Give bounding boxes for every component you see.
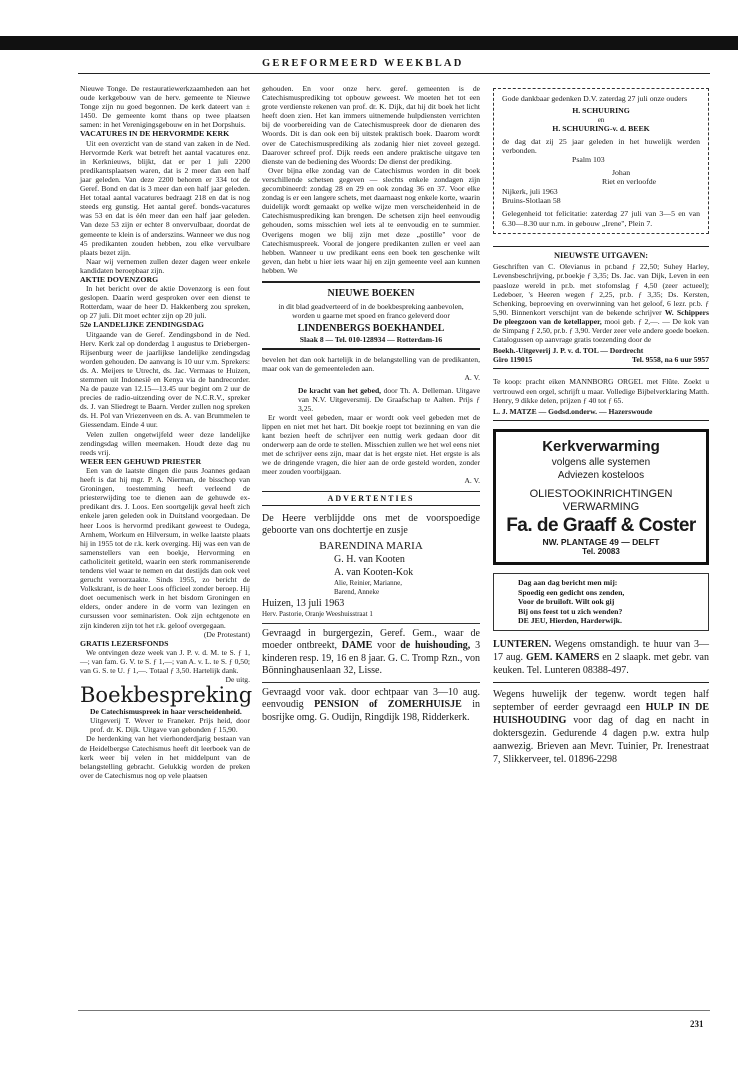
lunteren-bold: LUNTEREN. xyxy=(493,638,552,650)
kv-line-2: Adviezen kosteloos xyxy=(557,469,645,481)
wedding-reception: Gelegenheid tot felicitatie: zaterdag 27 juli van 3—5 en van 6.30—8.30 uur n.m. in gebouw „Irene", Plein 7. xyxy=(502,209,700,228)
review-meta: Uitgeverij T. Wever te Franeker. Prijs heid, door prof. dr. K. Dijk. Uitgave van gebonden ƒ 15,90. xyxy=(90,716,250,735)
wedding-child-2: Riet en verloofde xyxy=(602,177,657,187)
uitgaven-bold: W. Schippers De pleegzoon van de ketellapper, xyxy=(493,307,709,326)
kv-line-1: volgens alle systemen xyxy=(551,456,651,468)
column-1 xyxy=(80,84,253,780)
gedicht-line-1: Dag aan dag bericht men mij: xyxy=(518,577,618,587)
vacatures-paragraph-2: Naar wij vernemen zullen dezer dagen weer enkele kandidaten beroepbaar zijn. xyxy=(80,256,250,275)
ad-nieuwe-boeken xyxy=(262,281,480,350)
ad-pension xyxy=(262,683,480,729)
review-continued-2: Over bijna elke zondag van de Catechismus worden in dit boek verschillende schetsen gegeven — slechts enkele zondagen zijn gecombineerd: zondag 28 en 29 en ook zondag 36 en 37. Voor elke zondag is er een langere schets, met daarnaast nog enkele korte, waarin duidelijk wordt gemaakt op welke wijze men verscheidenheid in de Catechismusprediking kan brengen. De schetsen zijn heel eenvoudig gehouden, soms misschien wel iets al te eenvoudig en te summier. Overigens mogen we blij zijn met deze „postille" voor de Catechismuspreek. Vooral de jongere predikanten zullen er veel aan hebben. Wanneer u uw predikant eens een boek ten geschenke wilt geven, dan hebt u hier iets waar hij en zijn gemeente veel aan kunnen hebben. We xyxy=(262,165,480,275)
lunteren-bold-2: GEM. KAMERS xyxy=(525,651,600,663)
review-sign-2: A. V. xyxy=(464,476,480,486)
lezersfonds-sign: De uitg. xyxy=(225,675,250,685)
uitgaven-title: NIEUWSTE UITGAVEN: xyxy=(553,251,649,261)
zendingsdag-paragraph-1: Uitgaande van de Geref. Zendingsbond in de Ned. Herv. Kerk zal op donderdag 1 augustus te Driebergen-Rijsenburg weer de jaarlijkse landelijke zendingsdag worden gehouden. De aanvang is 10 uur v.m. Sprekers: ds. A. Meijers te Utrecht, ds. Jac. Vermaas te Huizen, stemmen uit Indonesië en Kenya via de bandrecorder. Na de pauze van 12.15—13.45 uur begint om 2 uur de precies de radio-uitzending over de N.C.R.V., spreker ds. J. van Sliedregt te Baarn. Verder zullen nog spreken ds. H. Pol van Vriezenveen en ds. A. van Brummelen te Giessendam. Einde 4 uur. xyxy=(80,329,250,430)
hulp-text-1: Wegens huwelijk der tegenw. wordt tegen half september of eerder gevraagd een xyxy=(493,688,709,713)
wedding-child-1: Johan xyxy=(612,167,631,177)
review-paragraph: De herdenking van het vierhonderdjarig bestaan van de Heidelbergse Catechismus heeft dit leerboek van de kerk weer bij velen in het middelpunt van de belangstelling gebracht. Gelukkig worden de preken over de Catechismus nog op vele plaatsen xyxy=(80,734,250,780)
advertenties-header: ADVERTENTIES xyxy=(262,491,480,506)
kv-line-4: VERWARMING xyxy=(562,500,640,513)
dame-text-2: voor xyxy=(377,640,396,652)
uitgaven-text-1: Geschriften van C. Olevianus in pr.band ƒ 22,50; Suhey Harley, Levensbeschrijving, pr.boekje ƒ 3,35; Ds. Jac. van Dijk, Leven in een paasloze wereld in pr.b. met stofomslag ƒ 4,50 (zeer actueel); Ledeboer, 's Heeren wegen ƒ 2,25, pr.b. ƒ 3,35; Ds. Kersten, Schenking, beproeving en overwinning van het geloof, 6 lezr. pr.b. ƒ 5,90. Binnenkort verschijnt van de bekende schrijver xyxy=(493,262,709,317)
ad-nieuwe-boeken-text: in dit blad geadverteerd of in de boekbespreking aanbevolen, worden u gaarne met spoed en franco geleverd door xyxy=(278,301,464,321)
dame-text-1: Gevraagd in burgergezin, Geref. Gem., waar de moeder ontbreekt, xyxy=(262,627,480,652)
birth-address: Herv. Pastorie, Oranje Weeshuisstraat 1 xyxy=(262,610,373,619)
review-continued-3: bevelen het dan ook hartelijk in de belangstelling van de predikanten, maar ook van de gemeenteleden aan. xyxy=(262,355,480,374)
lunteren-text-2: en 2 slaapk. met gebr. van keuken. Tel. Lunteren 08388-497. xyxy=(493,651,709,676)
ad-bookshop-address: Slaak 8 — Tel. 010-128934 — Rotterdam-16 xyxy=(299,335,443,345)
ad-kerkverwarming xyxy=(493,429,709,565)
ad-wedding-anniversary xyxy=(493,88,709,234)
birth-children-2: Barend, Anneke xyxy=(334,587,380,596)
gedicht-line-4: Bij ons feest tot u zich wenden? xyxy=(518,606,623,616)
heading-lezersfonds: GRATIS LEZERSFONDS xyxy=(80,638,169,648)
hulp-text-2: voor dag of dag en nacht in doktersgezin. Gedurende 4 dagen p.w. extra hulp aanwezig. Brieven aan Mevr. Tuinier, Pr. Irenestraat 7, Slikkerveer, tel. 01896-2298 xyxy=(493,714,709,765)
review-2-paragraph: Er wordt veel gebeden, maar er wordt ook veel gebeden met de lippen en niet met het hart. Dit boekje roept tot bezinning en van die kant bezien heeft de schrijver een nuttig werk gedaan door dit onderwerp aan de orde te stellen. Misschien zullen we het wel eens niet met de schrijver eens zijn, maar dat is het ergste niet. Het ergste is als we de dringende vragen, die hier aan de orde gesteld worden, zonder meer zouden voorbijgaan. xyxy=(262,412,480,477)
footer-rule xyxy=(78,1010,710,1011)
birth-text: De Heere verblijdde ons met de voorspoedige geboorte van ons dochtertje en zusje xyxy=(262,512,480,537)
kv-line-3: OLIESTOOKINRICHTINGEN xyxy=(529,487,673,500)
zendingsdag-paragraph-2: Velen zullen ongetwijfeld weer deze landelijke zendingsdag willen meemaken. Houdt deze dag nu reeds vrij. xyxy=(80,429,250,457)
ad-bookshop-name: LINDENBERGS BOEKHANDEL xyxy=(297,323,445,335)
gedicht-line-5: DE JEU, Hierden, Harderwijk. xyxy=(518,616,622,626)
dovenzorg-paragraph: In het bericht over de aktie Dovenzorg is een fout geslopen. Daarin werd gesproken over een dienst te Rotterdam, waar de heer D. Hakkenberg zou spreken, op 27 juli. Dit moet echter zijn op 20 juli. xyxy=(80,284,250,321)
uitgaven-giro: Giro 119015 xyxy=(493,355,533,365)
dame-text-3: 3 kinderen resp. 19, 16 en 8 jaar. G. C. Tromp Rzn., von Bönninghausenlaan 32, Lisse. xyxy=(262,640,481,677)
column-2 xyxy=(262,84,480,728)
ad-dame-huishouding xyxy=(262,624,480,683)
top-black-bar xyxy=(0,36,738,50)
wedding-name-2: H. SCHUURING-v. d. BEEK xyxy=(552,124,650,134)
uitgaven-text-2: mooi geb. ƒ 2,—. — De kok van de Simpang ƒ 2,50, pr.b. ƒ 3,90. Verder zeer vele andere goede boeken. Catalogussen op aanvrage gratis toezending door de xyxy=(493,316,709,345)
hulp-bold: HULP IN DE HUISHOUDING xyxy=(493,701,710,726)
lezersfonds-paragraph: We ontvingen deze week van J. P. v. d. M. te S. ƒ 1,—; van fam. G. V. te S. ƒ 1,—; van A. v. L. te S. ƒ 0,50; van G. S. te U. ƒ 1,—. Totaal ƒ 3,50. Hartelijk dank. xyxy=(80,647,250,675)
review-2-meta: door Th. A. Delleman. Uitgave van N.V. Uitgeversmij. De Graafschap te Aalten. Prijs ƒ 3,25. xyxy=(298,385,480,413)
review-2-title: De kracht van het gebed, xyxy=(298,385,382,395)
uitgaven-publisher: Boekh.-Uitgeverij J. P. v. d. TOL — Dordrecht xyxy=(493,346,644,356)
kv-company: Fa. de Graaff & Coster xyxy=(506,514,696,536)
gedicht-line-2: Spoedig een gedicht ons zenden, xyxy=(518,587,625,597)
wedding-place: Nijkerk, juli 1963 xyxy=(502,186,558,196)
kv-tel: Tel. 20083 xyxy=(582,546,620,556)
column-3 xyxy=(493,88,709,771)
dame-bold: DAME xyxy=(341,640,373,652)
priester-source: (De Protestant) xyxy=(203,629,250,639)
review-sign-1: A. V. xyxy=(464,373,480,383)
pension-text-1: Gevraagd voor vak. door echtpaar van 3—10 aug. eenvoudig xyxy=(262,686,480,711)
birth-children-1: Alie, Reinier, Marianne, xyxy=(334,579,402,588)
news-nieuwe-tonge: Nieuwe Tonge. De restauratiewerkzaamheden aan het oude kerkgebouw van de herv. gemeente te Nieuwe Tonge zijn nu goed begonnen. De kerk dateert van ± 1450. De gemeente komt thans op twee plaatsen samen: in het Verenigingsgebouw en in het Dorpshuis. xyxy=(80,84,250,130)
birth-name: BARENDINA MARIA xyxy=(319,539,423,552)
wedding-psalm: Psalm 103 xyxy=(572,155,605,165)
review-title: De Catechismuspreek in haar verscheidenheid. xyxy=(90,707,242,717)
vacatures-paragraph-1: Uit een overzicht van de stand van zaken in de Ned. Hervormde Kerk wat betreft het aantal vacatures enz. in Kerknieuws, blijkt, dat er per 1 juli 2200 predikantsplaatsen waren, dat is 2 meer dan een half jaar geleden. Van deze 2200 behoren er 334 tot de Geref. Bond en dat is 3 meer dan een half jaar geleden. Het totaal aantal vacatures bedraagt 218 en dat is nog steeds erg gunstig. Het aantal geref. bonds-vacatures was 53 en dat is één meer dan een half jaar geleden. Van deze 53 zijn er echter 8 onvervulbaar, doordat de gemeente te klein is of anderszins. Wanneer we dus nog 45 predikanten zouden hebben, zou elke vervulbare plaats bezet zijn. xyxy=(80,138,250,257)
wedding-intro: Gode dankbaar gedenken D.V. zaterdag 27 juli onze ouders xyxy=(502,94,688,103)
wedding-and: en xyxy=(597,115,605,124)
heading-priester: WEER EEN GEHUWD PRIESTER xyxy=(80,456,202,466)
heading-vacatures: VACATURES IN DE HERVORMDE KERK xyxy=(80,129,230,139)
kv-title: Kerkverwarming xyxy=(542,437,660,455)
orgel-sign: L. J. MATZE — Godsd.onderw. — Hazerswoude xyxy=(493,406,653,416)
ad-orgel xyxy=(493,373,709,420)
birth-parent-2: A. van Kooten-Kok xyxy=(334,566,414,578)
ad-gedichten xyxy=(493,573,709,631)
ad-lunteren xyxy=(493,633,709,683)
heading-dovenzorg: AKTIE DOVENZORG xyxy=(80,274,159,284)
ad-nieuwste-uitgaven xyxy=(493,246,709,369)
heading-boekbespreking: Boekbespreking xyxy=(80,683,253,708)
heading-zendingsdag: 52e LANDELIJKE ZENDINGSDAG xyxy=(80,320,204,330)
gedicht-line-3: Voor de bruiloft. Wilt ook gij xyxy=(518,597,615,607)
masthead: GEREFORMEERD WEEKBLAD xyxy=(262,58,464,69)
lunteren-text-1: Wegens omstandigh. te huur van 3—17 aug. xyxy=(493,638,709,663)
kv-address: NW. PLANTAGE 49 — DELFT xyxy=(542,536,660,547)
wedding-address: Bruins-Slotlaan 58 xyxy=(502,196,561,206)
ad-nieuwe-boeken-title: NIEUWE BOEKEN xyxy=(327,287,415,299)
review-continued-1: gehouden. En voor onze herv. geref. gemeenten is de Catechismusprediking tot opbouw geweest. We moeten het tot een grote verdienste rekenen van prof. dr. K. Dijk, dat hij dit boek het licht heeft doen zien. Het kan immers uitnemende hulpdiensten verrichten bij de voorbereiding van de Catechismuspreek door de dienaren des Woords. Dit is dan ook een bij uitstek praktisch boek. Daarom wordt over de Catechismusprediking als zodanig hier niet zoveel gezegd. Daarover schreef prof. Dijk reeds een andere praktische uitgave ten dienste van de bediening des Woords: De dienst der prediking. xyxy=(262,84,480,166)
pension-text-2: in bosrijke omg. G. Oudijn, Ringdijk 198, Ridderkerk. xyxy=(262,699,480,723)
uitgaven-tel: Tel. 9558, na 6 uur 5957 xyxy=(631,355,709,365)
dame-bold-2: de huishouding, xyxy=(400,640,471,652)
birth-date: Huizen, 13 juli 1963 xyxy=(262,597,345,609)
ad-hulp-huishouding xyxy=(493,683,709,771)
header-rule xyxy=(78,73,710,74)
wedding-text: de dag dat zij 25 jaar geleden in het huwelijk werden verbonden. xyxy=(502,136,700,156)
wedding-name-1: H. SCHUURING xyxy=(572,106,630,116)
pension-bold: PENSION of ZOMERHUISJE xyxy=(314,699,462,711)
priester-paragraph: Een van de laatste dingen die paus Joannes gedaan heeft is dat hij mgr. P. A. Nierman, de bisschop van Groningen, toestemming heeft verleend de priesterwijding toe te dienen aan de gehuwde ex-predikant drs. J. Loos. Een soortgelijk geval heeft zich enkele jaren geleden ook in Duitsland voorgedaan. De heer Loos is hervormd predikant geweest te Oudega, Arnhem, Workum en Hilversum, in welke laatste plaats hij in 1955 tot de r.k. kerk overging. Hij was een van de samenstellers van een boekje, Hervorming en catholiciteit getiteld, waarin een sterk rommaniserende tendens viel waar te nemen en dat destijds dan ook veel gerucht veroorzaakte. Sinds 1955, zo bericht de Volkskrant, is de heer Loos officieel zonder beroep. Hij doet oecumenisch werk in het bisdom Groningen en elders, onder andere in de vorm van lezingen en cursussen voor seminaristen. Ook zijn echtgenote en zijn kinderen zijn tot het r.k. geloof overgegaan. xyxy=(80,465,250,630)
ad-birth xyxy=(262,509,480,624)
page-number: 231 xyxy=(690,1019,704,1029)
orgel-text: Te koop: pracht eiken MANNBORG ORGEL met Flûte. Zoekt u vertrouwd een orgel, schrijft u maar. Volledige Bijbelverklaring Matth. Henry, 9 dikke delen, prijzen ƒ 40 tot ƒ 65. xyxy=(493,377,709,405)
birth-parent-1: G. H. van Kooten xyxy=(334,554,405,566)
